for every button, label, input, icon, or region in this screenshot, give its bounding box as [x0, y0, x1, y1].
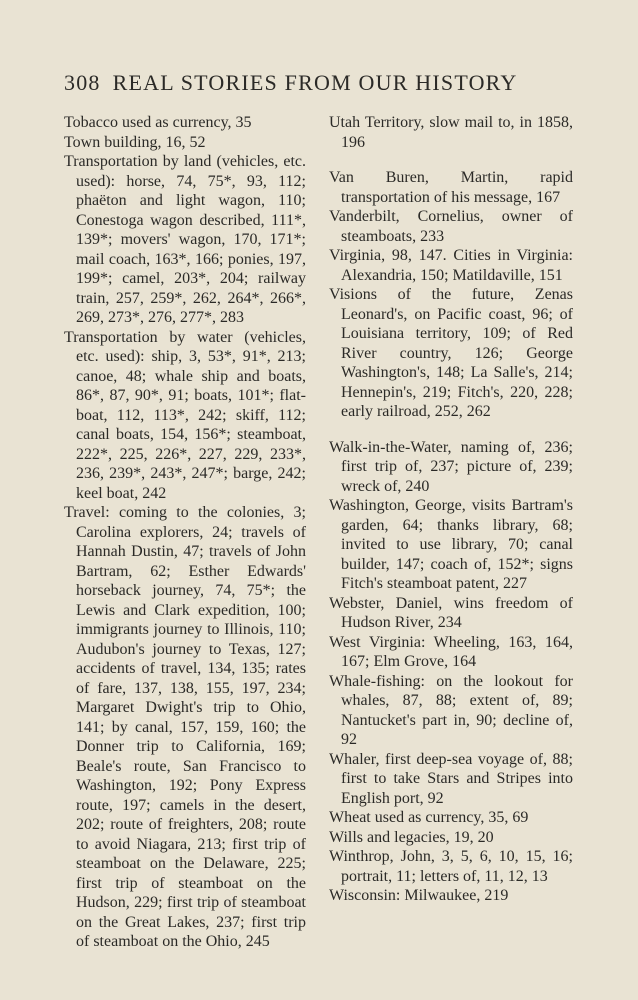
index-entry: Tobacco used as currency, 35 — [64, 114, 252, 131]
index-column-left — [64, 113, 306, 952]
index-entry: Winthrop, John, 3, 5, 6, 10, 15, 16; portrait, 11; letters of, 11, 12, 13 — [329, 848, 573, 885]
index-entry: Vanderbilt, Cornelius, owner of steamboats, 233 — [329, 208, 573, 245]
index-entry: Whaler, first deep-sea voyage of, 88; first to take Stars and Stripes into English port, 92 — [329, 750, 573, 807]
index-entry: Travel: coming to the colonies, 3; Carolina explorers, 24; travels of Hannah Dustin, 47; travels of John Bartram, 62; Esther Edwards' horseback journey, 74, 75*; the Lewis and Clark expedition, 100; immigrants journey to Illinois, 110; Audubon's journey to Texas, 127; accidents of travel, 134, 135; rates of fare, 137, 138, 155, 197, 234; Margaret Dwight's trip to Ohio, 141; by canal, 157, 159, 160; the Donner trip to California, 169; Beale's route, San Francisco to Washington, 192; Pony Express route, 197; camels in the desert, 202; route of freighters, 208; route to avoid Niagara, 213; first trip of steamboat on the Delaware, 225; first trip of steamboat on the Hudson, 229; first trip of steamboat on the Great Lakes, 237; first trip of steamboat on the Ohio, 245 — [64, 504, 306, 950]
index-entry: West Virginia: Wheeling, 163, 164, 167; Elm Grove, 164 — [329, 633, 573, 670]
index-entry: Wisconsin: Milwaukee, 219 — [329, 887, 509, 904]
index-entry: Transportation by land (vehicles, etc. used): horse, 74, 75*, 93, 112; phaëton and light wagon, 110; Conestoga wagon described, 111*, 139*; movers' wagon, 170, 171*; mail coach, 163*, 166; ponies, 197, 199*; camel, 203*, 204; railway train, 257, 259*, 262, 264*, 266*, 269, 273*, 276, 277*, 283 — [64, 153, 306, 326]
index-entry: Whale-fishing: on the lookout for whales, 87, 88; extent of, 89; Nantucket's part in, 90; decline of, 92 — [329, 672, 573, 748]
index-entry: Transportation by water (vehicles, etc. used): ship, 3, 53*, 91*, 213; canoe, 48; whale ship and boats, 86*, 87, 90*, 91; boats, 101*; flat-boat, 112, 113*, 242; skiff, 112; canal boats, 154, 156*; steamboat, 222*, 225, 226*, 227, 229, 233*, 236, 239*, 243*, 247*; barge, 242; keel boat, 242 — [64, 328, 306, 502]
index-column-right — [329, 113, 573, 906]
index-entry: Walk-in-the-Water, naming of, 236; first trip of, 237; picture of, 239; wreck of, 240 — [329, 438, 573, 495]
index-entry: Wills and legacies, 19, 20 — [329, 828, 494, 846]
page-header — [64, 70, 584, 96]
index-entry: Visions of the future, Zenas Leonard's, on Pacific coast, 96; of Louisiana territory, 109; of Red River country, 126; George Washington's, 148; La Salle's, 214; Hennepin's, 219; Fitch's, 220, 228; early railroad, 252, 262 — [329, 286, 573, 420]
index-entry: Washington, George, visits Bartram's garden, 64; thanks library, 68; invited to use library, 70; canal builder, 147; coach of, 152*; signs Fitch's steamboat patent, 227 — [329, 497, 573, 592]
page-number: 308 — [64, 70, 101, 95]
index-entry: Utah Territory, slow mail to, in 1858, 196 — [329, 114, 573, 151]
index-entry: Webster, Daniel, wins freedom of Hudson River, 234 — [329, 594, 573, 631]
running-title: REAL STORIES FROM OUR HISTORY — [112, 70, 518, 95]
index-entry: Van Buren, Martin, rapid transportation of his message, 167 — [329, 169, 573, 206]
index-entry: Wheat used as currency, 35, 69 — [329, 809, 529, 826]
index-entry: Town building, 16, 52 — [64, 133, 206, 151]
index-entry: Virginia, 98, 147. Cities in Virginia: Alexandria, 150; Matildaville, 151 — [329, 247, 573, 284]
